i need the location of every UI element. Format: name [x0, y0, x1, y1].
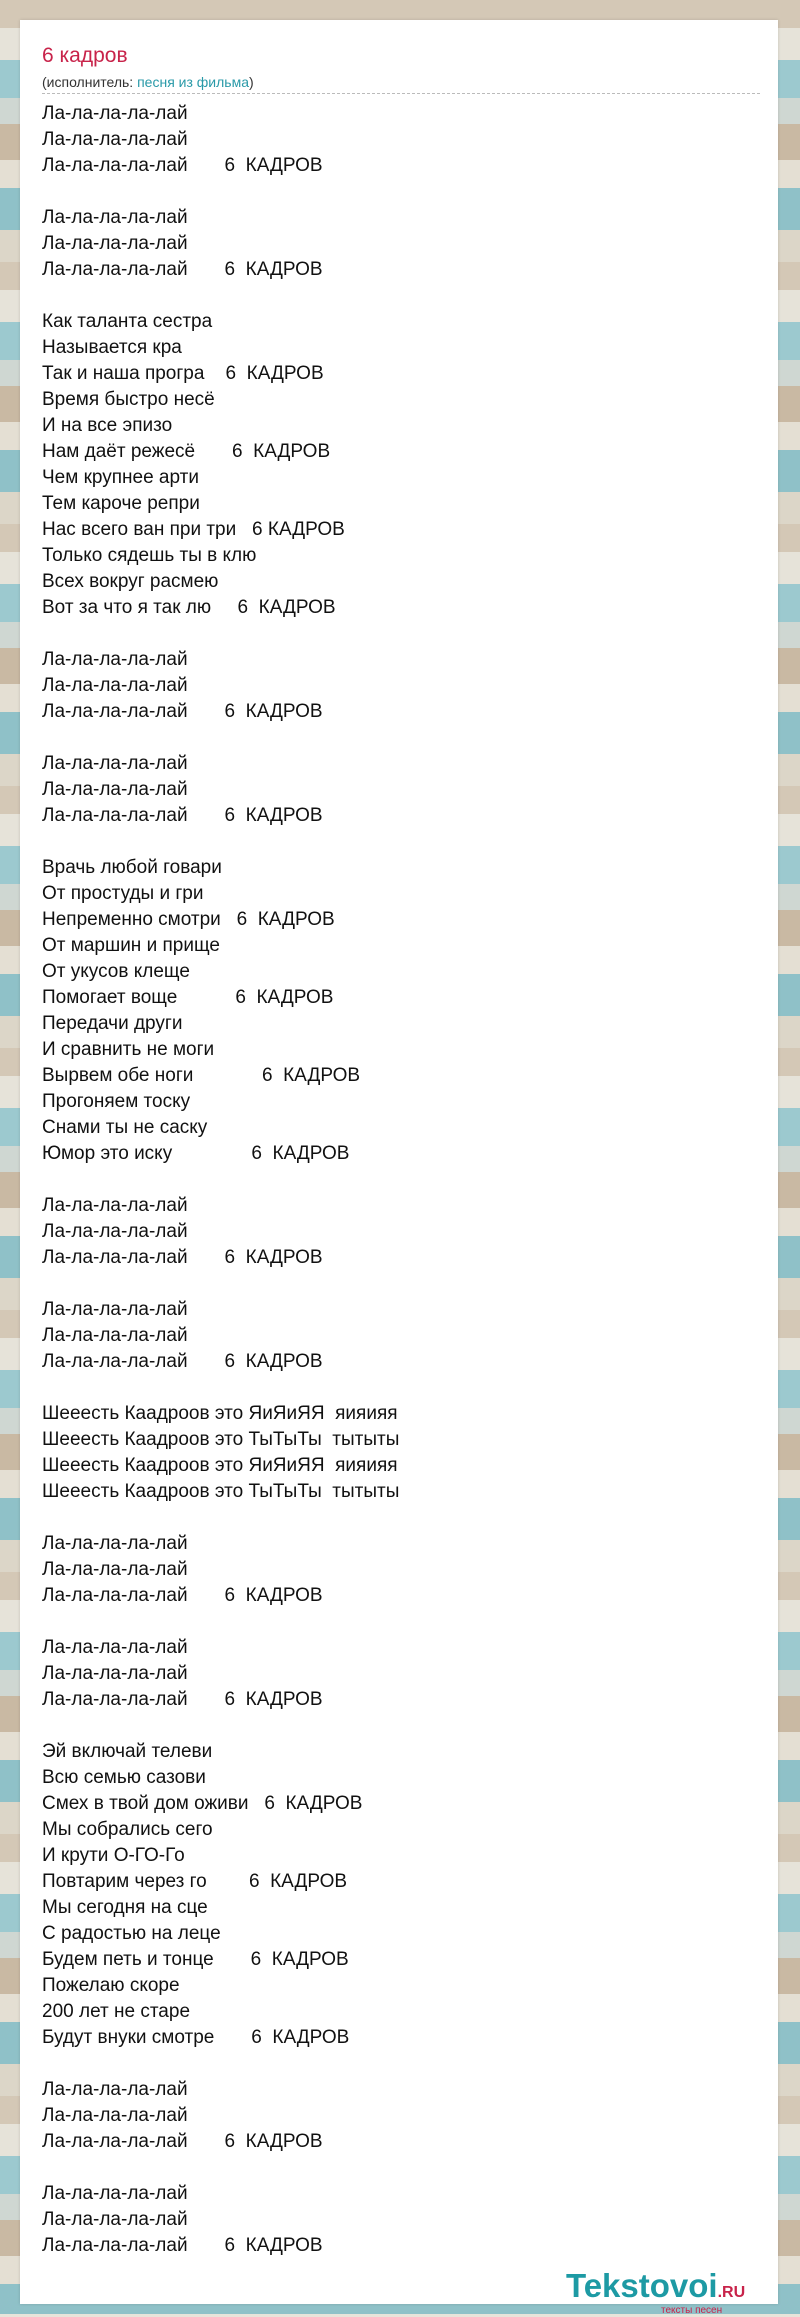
lyric-line: Время быстро несё [42, 389, 215, 410]
lyric-line: Чем крупнее арти [42, 467, 199, 488]
lyric-line: Ла-ла-ла-ла-лай 6 КАДРОВ [42, 259, 323, 280]
meta-prefix: (исполнитель: [42, 74, 138, 90]
lyric-line: От простуды и гри [42, 883, 204, 904]
lyric-line: Юмор это иску 6 КАДРОВ [42, 1143, 350, 1164]
stanza-break [42, 1505, 762, 1531]
site-logo[interactable] [566, 2267, 776, 2317]
stanza-break [42, 1375, 762, 1401]
lyric-line: Передачи други [42, 1013, 183, 1034]
lyric-line: Тем кароче репри [42, 493, 200, 514]
lyric-line: Ла-ла-ла-ла-лай [42, 233, 188, 254]
lyric-line: От укусов клеще [42, 961, 190, 982]
lyric-line: 200 лет не старе [42, 2001, 191, 2022]
logo-name: Tekstovoi [566, 2267, 718, 2304]
lyric-line: Ла-ла-ла-ла-лай 6 КАДРОВ [42, 1585, 323, 1606]
lyric-line: Ла-ла-ла-ла-лай [42, 753, 188, 774]
lyric-line: Ла-ла-ла-ла-лай 6 КАДРОВ [42, 701, 323, 722]
stanza-break [42, 179, 762, 205]
lyric-line: Ла-ла-ла-ла-лай [42, 2079, 188, 2100]
lyric-line: Как таланта сестра [42, 311, 213, 332]
lyric-line: И на все эпизо [42, 415, 173, 436]
song-meta [42, 74, 254, 90]
lyric-line: Вырвем обе ноги 6 КАДРОВ [42, 1065, 361, 1086]
lyric-line: Называется кра [42, 337, 182, 358]
artist-link[interactable]: песня из фильма [137, 74, 250, 90]
lyric-line: Эй включай телеви [42, 1741, 213, 1762]
lyric-line: Смех в твой дом оживи 6 КАДРОВ [42, 1793, 363, 1814]
lyric-line: Шееесть Каадроов это ТыТыТы тытыты [42, 1481, 400, 1502]
stanza-break [42, 725, 762, 751]
lyric-line: Ла-ла-ла-ла-лай [42, 1221, 188, 1242]
lyric-line: Ла-ла-ла-ла-лай [42, 2183, 188, 2204]
lyric-line: Мы собрались сего [42, 1819, 213, 1840]
lyric-line: Ла-ла-ла-ла-лай 6 КАДРОВ [42, 1247, 323, 1268]
lyric-line: Ла-ла-ла-ла-лай [42, 1325, 188, 1346]
meta-suffix: ) [249, 74, 254, 90]
stanza-break [42, 1609, 762, 1635]
lyric-line: Ла-ла-ла-ла-лай 6 КАДРОВ [42, 2131, 323, 2152]
stanza-break [42, 1713, 762, 1739]
lyric-line: Ла-ла-ла-ла-лай [42, 1195, 188, 1216]
stanza-break [42, 1167, 762, 1193]
lyric-line: Шееесть Каадроов это ЯиЯиЯЯ яияияя [42, 1403, 398, 1424]
logo-tagline: тексты песен [661, 2305, 723, 2316]
lyric-line: Ла-ла-ла-ла-лай 6 КАДРОВ [42, 155, 323, 176]
lyric-line: Только сядешь ты в клю [42, 545, 257, 566]
lyric-line: Будут внуки смотре 6 КАДРОВ [42, 2027, 350, 2048]
lyric-line: Ла-ла-ла-ла-лай [42, 129, 188, 150]
stanza-break [42, 621, 762, 647]
lyric-line: Ла-ла-ла-ла-лай [42, 1533, 188, 1554]
lyrics-text [42, 101, 762, 2259]
lyric-line: И крути О-ГО-Го [42, 1845, 185, 1866]
lyric-line: С радостью на леце [42, 1923, 221, 1944]
lyric-line: Снами ты не саску [42, 1117, 208, 1138]
logo-tld: .RU [717, 2284, 746, 2301]
lyric-line: Ла-ла-ла-ла-лай 6 КАДРОВ [42, 805, 323, 826]
lyric-line: Ла-ла-ла-ла-лай [42, 2209, 188, 2230]
lyric-line: Всех вокруг расмею [42, 571, 219, 592]
lyric-line: Пожелаю скоре [42, 1975, 180, 1996]
lyric-line: И сравнить не моги [42, 1039, 215, 1060]
lyric-line: Ла-ла-ла-ла-лай 6 КАДРОВ [42, 1351, 323, 1372]
lyric-line: Повтарим через го 6 КАДРОВ [42, 1871, 348, 1892]
song-title: 6 кадров [42, 44, 128, 67]
lyric-line: Всю семью сазови [42, 1767, 206, 1788]
lyric-line: Ла-ла-ла-ла-лай [42, 2105, 188, 2126]
lyric-line: Непременно смотри 6 КАДРОВ [42, 909, 335, 930]
lyrics-page [20, 20, 778, 2316]
lyric-line: Ла-ла-ла-ла-лай [42, 779, 188, 800]
stanza-break [42, 1271, 762, 1297]
lyric-line: Мы сегодня на сце [42, 1897, 208, 1918]
lyric-line: Ла-ла-ла-ла-лай 6 КАДРОВ [42, 1689, 323, 1710]
lyric-line: Будем петь и тонце 6 КАДРОВ [42, 1949, 349, 1970]
lyric-line: От маршин и прище [42, 935, 220, 956]
lyric-line: Шееесть Каадроов это ТыТыТы тытыты [42, 1429, 400, 1450]
lyric-line: Ла-ла-ла-ла-лай [42, 1299, 188, 1320]
lyric-line: Вот за что я так лю 6 КАДРОВ [42, 597, 336, 618]
lyric-line: Ла-ла-ла-ла-лай [42, 1637, 188, 1658]
lyric-line: Помогает воще 6 КАДРОВ [42, 987, 334, 1008]
stanza-break [42, 829, 762, 855]
stanza-break [42, 283, 762, 309]
lyric-line: Ла-ла-ла-ла-лай [42, 675, 188, 696]
lyric-line: Ла-ла-ла-ла-лай [42, 103, 188, 124]
stanza-break [42, 2051, 762, 2077]
lyric-line: Нас всего ван при три 6 КАДРОВ [42, 519, 345, 540]
lyric-line: Врачь любой говари [42, 857, 222, 878]
stanza-break [42, 2155, 762, 2181]
lyric-line: Ла-ла-ла-ла-лай [42, 1559, 188, 1580]
logo-wordmark [566, 2267, 776, 2305]
lyric-line: Нам даёт режесё 6 КАДРОВ [42, 441, 331, 462]
lyric-line: Ла-ла-ла-ла-лай [42, 649, 188, 670]
lyric-line: Шееесть Каадроов это ЯиЯиЯЯ яияияя [42, 1455, 398, 1476]
lyric-line: Так и наша програ 6 КАДРОВ [42, 363, 324, 384]
lyric-line: Ла-ла-ла-ла-лай [42, 1663, 188, 1684]
divider [42, 93, 760, 94]
lyric-line: Ла-ла-ла-ла-лай [42, 207, 188, 228]
lyric-line: Ла-ла-ла-ла-лай 6 КАДРОВ [42, 2235, 323, 2256]
lyric-line: Прогоняем тоску [42, 1091, 191, 1112]
